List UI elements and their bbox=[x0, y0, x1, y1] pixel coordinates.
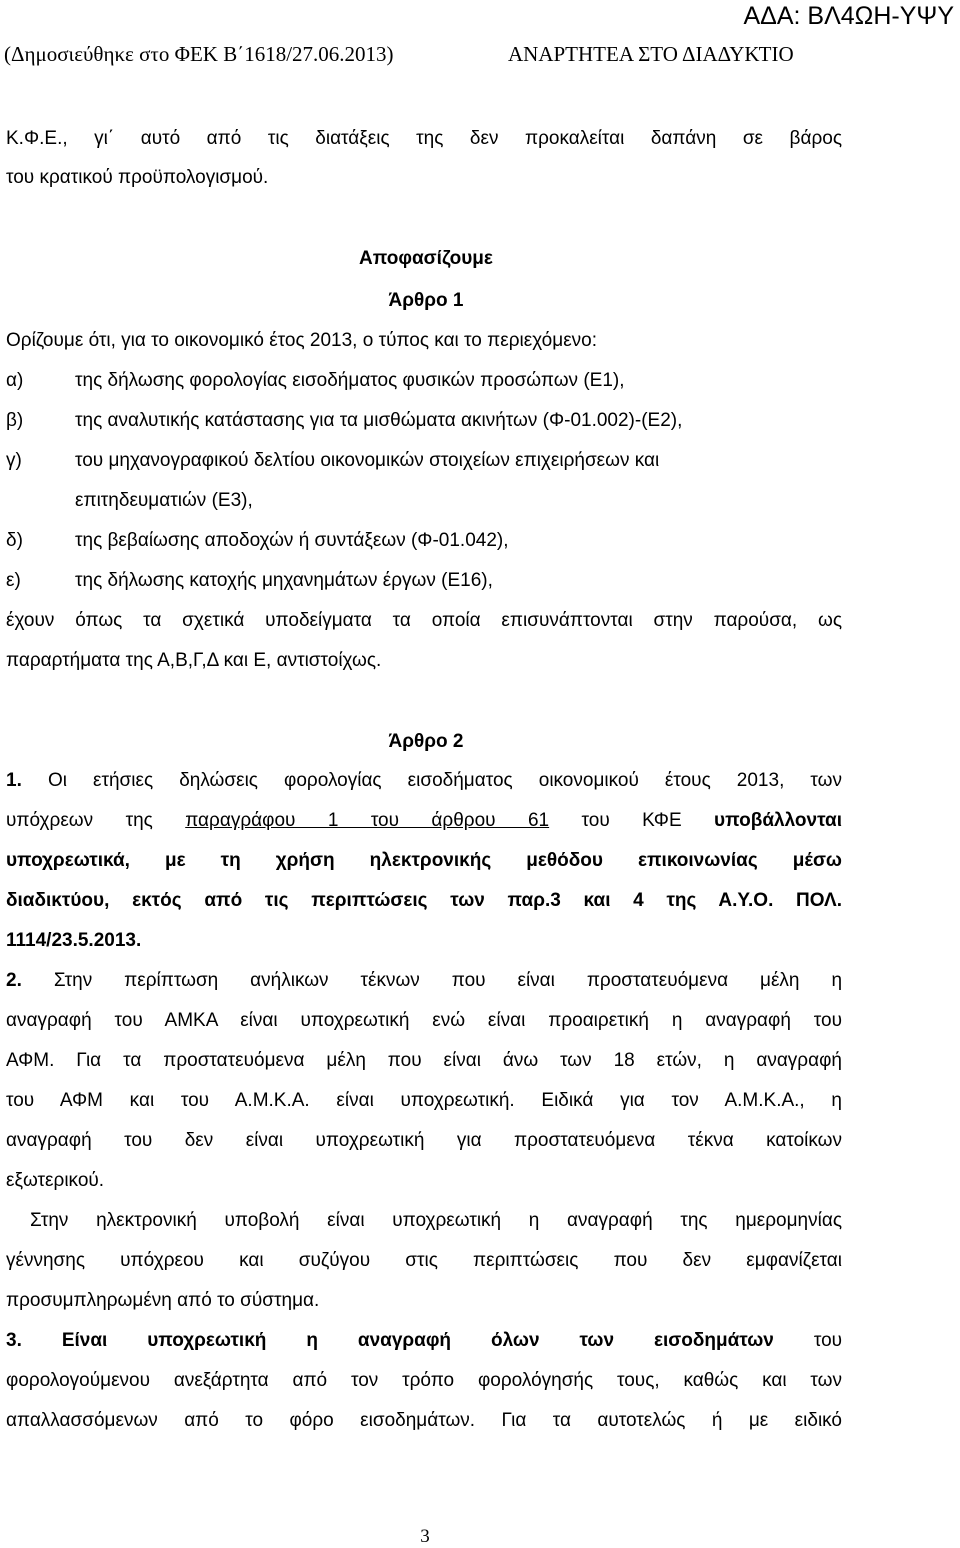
law-reference: παραγράφου 1 του άρθρου 61 bbox=[185, 810, 550, 831]
paragraph-text: υπόχρεων της bbox=[6, 810, 186, 831]
publication-note: (Δημοσιεύθηκε στο ΦΕΚ Β΄1618/27.06.2013) bbox=[4, 42, 394, 66]
item-label: β) bbox=[6, 410, 24, 431]
paragraph-number: 2. bbox=[6, 970, 22, 991]
intro-line-2: του κρατικού προϋπολογισμού. bbox=[6, 167, 269, 188]
paragraph-2-line-2: αναγραφή του ΑΜΚΑ είναι υποχρεωτική ενώ είναι προαιρετική η αναγραφή του bbox=[6, 1010, 842, 1031]
item-text: της αναλυτικής κατάστασης για τα μισθώματα ακινήτων (Φ-01.002)-(Ε2), bbox=[75, 410, 683, 431]
decision-heading: Αποφασίζουμε bbox=[359, 248, 493, 269]
list-item bbox=[6, 408, 842, 434]
paragraph-3-line-2: φορολογούμενου ανεξάρτητα από τον τρόπο φορολόγησής τους, καθώς και των bbox=[6, 1370, 842, 1391]
article-1-title: Άρθρο 1 bbox=[388, 290, 464, 311]
paragraph-3-line-1 bbox=[6, 1328, 842, 1354]
paragraph-2b-line-2: γέννησης υπόχρεου και συζύγου στις περιπτώσεις που δεν εμφανίζεται bbox=[6, 1250, 842, 1271]
article-2-title: Άρθρο 2 bbox=[388, 731, 464, 752]
list-item bbox=[6, 368, 842, 394]
paragraph-text: Στην περίπτωση ανήλικων τέκνων που είναι προστατευόμενα μέλη η bbox=[53, 970, 843, 991]
intro-line-1: Κ.Φ.Ε., γι΄ αυτό από τις διατάξεις της δεν προκαλείται δαπάνη σε βάρος bbox=[6, 128, 842, 149]
list-item bbox=[6, 448, 842, 474]
paragraph-2-line-5: αναγραφή του δεν είναι υποχρεωτική για προστατευόμενα τέκνα κατοίκων bbox=[6, 1130, 842, 1151]
paragraph-text: Οι ετήσιες δηλώσεις φορολογίας εισοδήματος οικονομικού έτους 2013, των bbox=[47, 770, 842, 791]
paragraph-1-line-2 bbox=[6, 808, 842, 834]
item-text: της βεβαίωσης αποδοχών ή συντάξεων (Φ-01.042), bbox=[75, 530, 509, 551]
paragraph-2b-line-3: προσυμπληρωμένη από το σύστημα. bbox=[6, 1290, 320, 1311]
item-label: γ) bbox=[6, 450, 22, 471]
page-number: 3 bbox=[420, 1526, 430, 1547]
paragraph-2-line-3: ΑΦΜ. Για τα προστατευόμενα μέλη που είναι άνω των 18 ετών, η αναγραφή bbox=[6, 1050, 842, 1071]
paragraph-number: 3. bbox=[6, 1330, 22, 1351]
paragraph-2-line-1 bbox=[6, 968, 842, 994]
article-1-closing-2: παραρτήματα της Α,Β,Γ,Δ και Ε, αντιστοίχως. bbox=[6, 650, 382, 671]
item-label: ε) bbox=[6, 570, 21, 591]
article-1-closing-1: έχουν όπως τα σχετικά υποδείγματα τα οποία επισυνάπτονται στην παρούσα, ως bbox=[6, 610, 842, 631]
item-text: του μηχανογραφικού δελτίου οικονομικών στοιχείων επιχειρήσεων και bbox=[75, 450, 660, 471]
item-label: α) bbox=[6, 370, 24, 391]
item-text: της δήλωσης κατοχής μηχανημάτων έργων (Ε16), bbox=[75, 570, 493, 591]
article-1-lead: Ορίζουμε ότι, για το οικονομικό έτος 2013, ο τύπος και το περιεχόμενο: bbox=[6, 330, 598, 351]
paragraph-number: 1. bbox=[6, 770, 22, 791]
list-item bbox=[6, 528, 842, 554]
item-label: δ) bbox=[6, 530, 23, 551]
paragraph-2-line-4: του ΑΦΜ και του Α.Μ.Κ.Α. είναι υποχρεωτική. Ειδικά για τον Α.Μ.Κ.Α., η bbox=[6, 1090, 842, 1111]
posting-note: ΑΝΑΡΤΗΤΕΑ ΣΤΟ ΔΙΑΔΥΚΤΙΟ bbox=[508, 42, 794, 66]
item-text: της δήλωσης φορολογίας εισοδήματος φυσικών προσώπων (Ε1), bbox=[75, 370, 625, 391]
paragraph-1-line-1 bbox=[6, 768, 842, 794]
paragraph-3-line-3: απαλλασσόμενων από το φόρο εισοδημάτων. Για τα αυτοτελώς ή με ειδικό bbox=[6, 1410, 842, 1431]
paragraph-1-line-5: 1114/23.5.2013. bbox=[6, 930, 142, 951]
paragraph-text: του bbox=[813, 1330, 843, 1351]
paragraph-2b-line-1: Στην ηλεκτρονική υποβολή είναι υποχρεωτική η αναγραφή της ημερομηνίας bbox=[30, 1210, 842, 1231]
ada-code: ΑΔΑ: ΒΛ4ΩΗ-ΥΨΥ bbox=[743, 2, 954, 30]
paragraph-text: του ΚΦΕ bbox=[549, 810, 715, 831]
paragraph-1-line-4: διαδικτύου, εκτός από τις περιπτώσεις των παρ.3 και 4 της Α.Υ.Ο. ΠΟΛ. bbox=[6, 890, 842, 911]
paragraph-emphasis: Είναι υποχρεωτική η αναγραφή όλων των εισοδημάτων bbox=[61, 1330, 774, 1351]
list-item-continuation: επιτηδευματιών (Ε3), bbox=[75, 490, 253, 511]
list-item bbox=[6, 568, 842, 594]
paragraph-1-line-3: υποχρεωτικά, με τη χρήση ηλεκτρονικής μεθόδου επικοινωνίας μέσω bbox=[6, 850, 842, 871]
paragraph-emphasis: υποβάλλονται bbox=[714, 810, 842, 831]
paragraph-2-line-6: εξωτερικού. bbox=[6, 1170, 105, 1191]
